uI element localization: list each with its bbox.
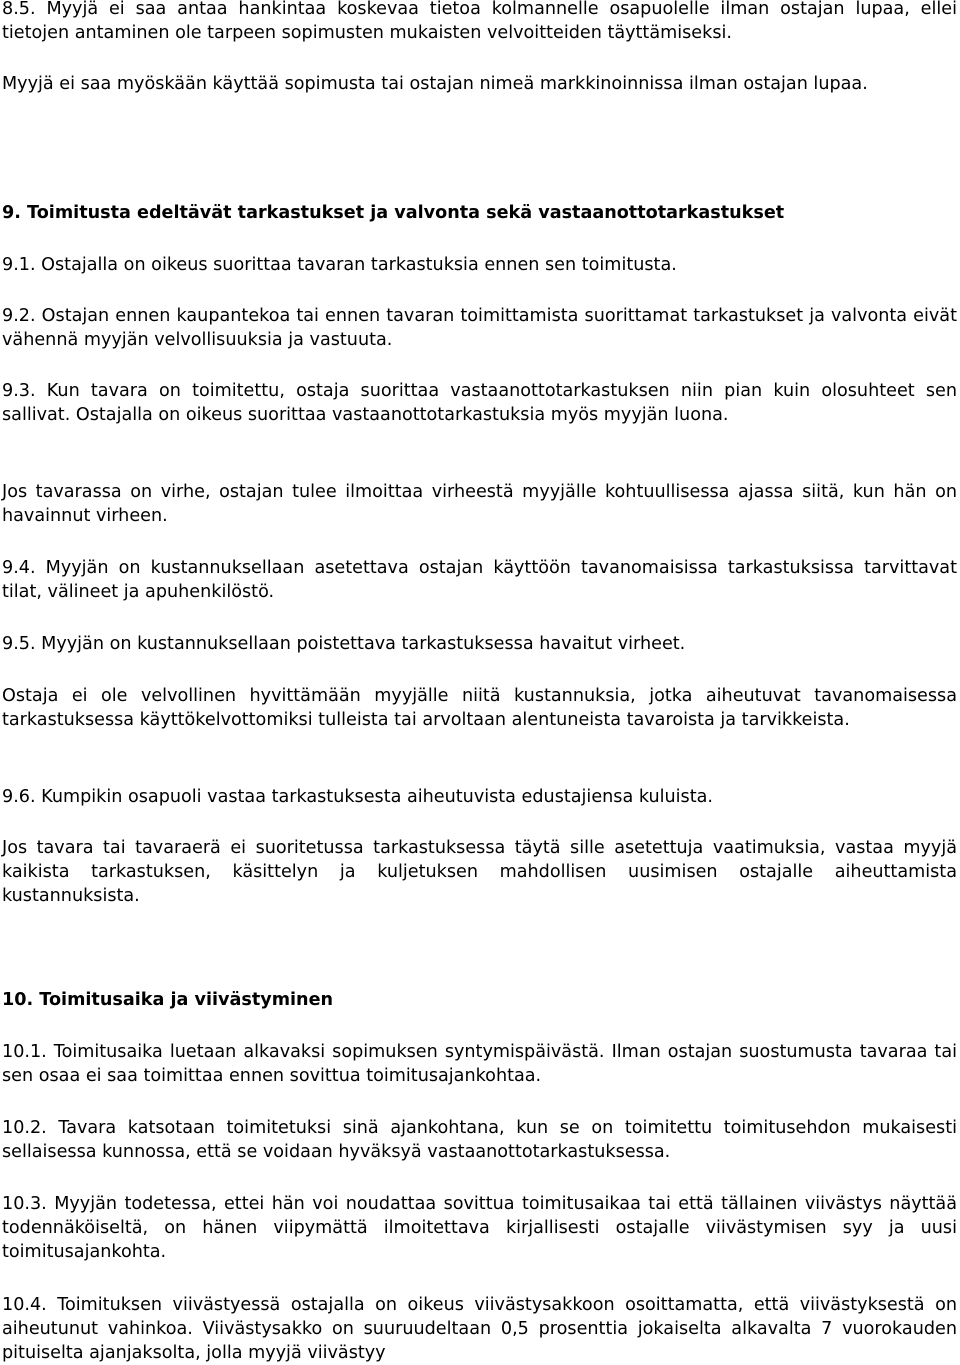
section-heading-10: 10. Toimitusaika ja viivästyminen	[2, 990, 334, 1010]
paragraph-9-5-costs: Ostaja ei ole velvollinen hyvittämään myyjälle niitä kustannuksia, jotka aiheutuvat tavanomaisessa tarkastuksessa käyttökelvottomiksi tulleista tai arvoltaan alentuneista tavaroista ja tarvikkeista.	[2, 686, 957, 730]
section-heading-9: 9. Toimitusta edeltävät tarkastukset ja valvonta sekä vastaanottotarkastukset	[2, 203, 785, 223]
paragraph-10-1: 10.1. Toimitusaika luetaan alkavaksi sopimuksen syntymispäivästä. Ilman ostajan suostumusta tavaraa tai sen osaa ei saa toimittaa ennen sovittua toimitusajankohtaa.	[2, 1042, 957, 1086]
paragraph-9-3-defects: Jos tavarassa on virhe, ostajan tulee ilmoittaa virheestä myyjälle kohtuullisessa ajassa siitä, kun hän on havainnut virheen.	[2, 482, 957, 526]
paragraph-9-2: 9.2. Ostajan ennen kaupantekoa tai ennen tavaran toimittamista suorittamat tarkastukset ja valvonta eivät vähennä myyjän velvollisuuksia ja vastuuta.	[2, 306, 957, 350]
paragraph-8-5-marketing: Myyjä ei saa myöskään käyttää sopimusta tai ostajan nimeä markkinoinnissa ilman ostajan lupaa.	[2, 74, 868, 94]
paragraph-9-3: 9.3. Kun tavara on toimitettu, ostaja suorittaa vastaanottotarkastuksen niin pian kuin olosuhteet sen sallivat. Ostajalla on oikeus suorittaa vastaanottotarkastuksia myös myyjän luona.	[2, 381, 957, 425]
paragraph-8-5: 8.5. Myyjä ei saa antaa hankintaa koskevaa tietoa kolmannelle osapuolelle ilman ostajan lupaa, ellei tietojen antaminen ole tarpeen sopimusten mukaisten velvoitteiden täyttämiseksi.	[2, 0, 957, 43]
paragraph-10-2: 10.2. Tavara katsotaan toimitetuksi sinä ajankohtana, kun se on toimitettu toimitusehdon mukaisesti sellaisessa kunnossa, että se voidaan hyväksyä vastaanottotarkastuksessa.	[2, 1118, 957, 1162]
paragraph-9-6-requirements: Jos tavara tai tavaraerä ei suoritetussa tarkastuksessa täytä sille asetettuja vaatimuksia, vastaa myyjä kaikista tarkastuksen, käsittelyn ja kuljetuksen mahdollisen uusimisen ostajalle aiheuttamista kustannuksista.	[2, 838, 957, 906]
paragraph-9-6: 9.6. Kumpikin osapuoli vastaa tarkastuksesta aiheutuvista edustajiensa kuluista.	[2, 787, 713, 807]
paragraph-10-3: 10.3. Myyjän todetessa, ettei hän voi noudattaa sovittua toimitusaikaa tai että tällainen viivästys näyttää todennäköiseltä, on hänen viipymättä ilmoitettava kirjallisesti ostajalle viivästymisen syy ja uusi toimitusajankohta.	[2, 1194, 957, 1262]
paragraph-9-4: 9.4. Myyjän on kustannuksellaan asetettava ostajan käyttöön tavanomaisissa tarkastuksissa tarvittavat tilat, välineet ja apuhenkilöstö.	[2, 558, 957, 602]
paragraph-9-5: 9.5. Myyjän on kustannuksellaan poistettava tarkastuksessa havaitut virheet.	[2, 634, 686, 654]
paragraph-9-1: 9.1. Ostajalla on oikeus suorittaa tavaran tarkastuksia ennen sen toimitusta.	[2, 255, 677, 275]
paragraph-10-4: 10.4. Toimituksen viivästyessä ostajalla on oikeus viivästysakkoon osoittamatta, että viivästyksestä on aiheutunut vahinkoa. Viivästysakko on suuruudeltaan 0,5 prosenttia jokaiselta alkavalta 7 vuorokauden pituiselta ajanjaksolta, jolla myyjä viivästyy	[2, 1295, 957, 1363]
